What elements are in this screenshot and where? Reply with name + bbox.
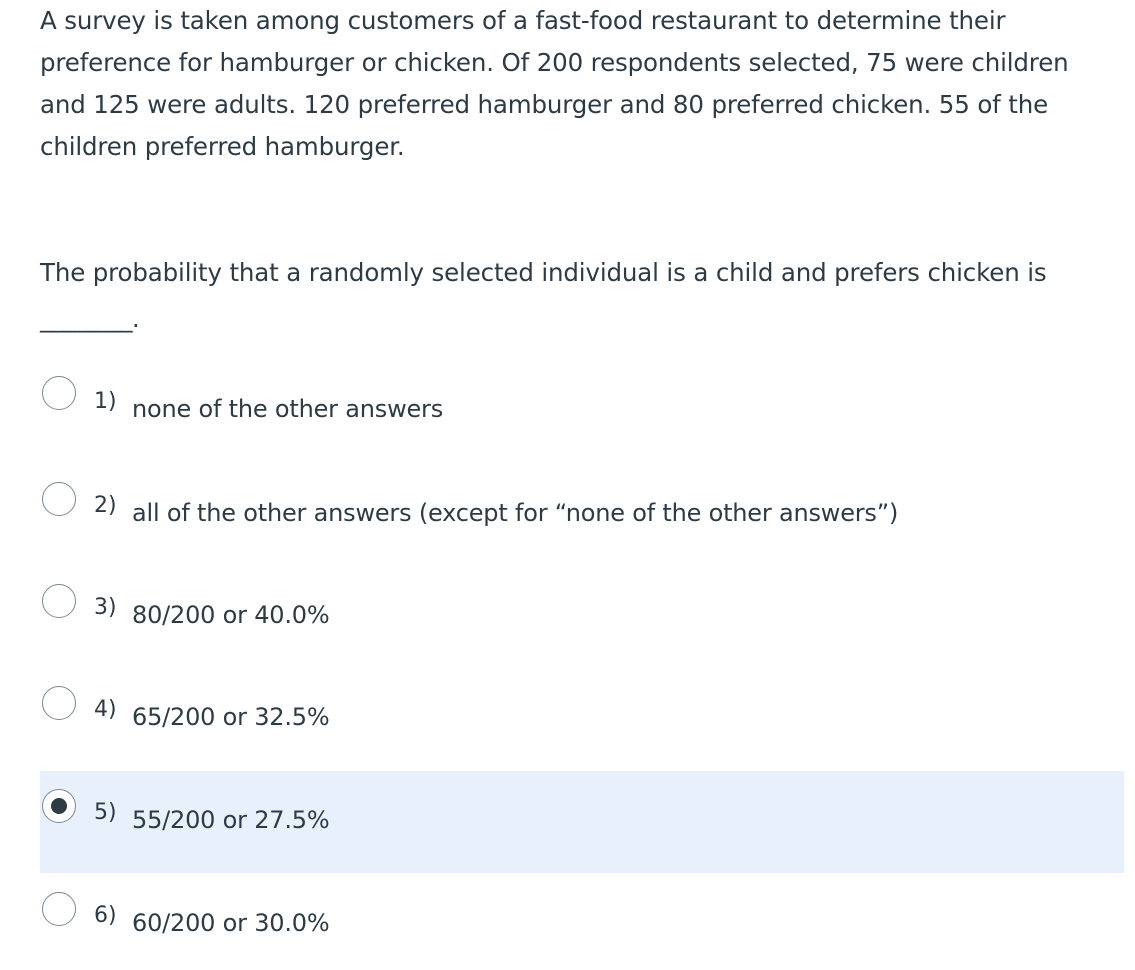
answer-number: 3) [94,595,117,620]
answer-label[interactable]: none of the other answers [132,395,444,423]
answer-number: 2) [94,493,117,518]
answer-option-1[interactable] [40,358,1124,460]
radio-button-6[interactable] [42,892,76,926]
radio-button-1[interactable] [42,376,76,410]
answer-number: 6) [94,903,117,928]
radio-selected-dot [51,798,67,814]
answer-number: 1) [94,389,117,414]
answer-number: 4) [94,697,117,722]
stem-line: A survey is taken among customers of a fast-food restaurant to determine their [40,6,1006,35]
answer-option-5[interactable] [40,771,1124,873]
radio-button-3[interactable] [42,584,76,618]
answer-option-4[interactable] [40,664,1124,766]
answer-label[interactable]: 80/200 or 40.0% [132,601,330,629]
radio-button-5[interactable] [42,789,76,823]
question-prompt-text: The probability that a randomly selected individual is a child and prefers chicken is [40,258,1047,287]
answer-label[interactable]: 55/200 or 27.5% [132,806,330,834]
answer-blank: ________. [40,305,140,333]
answer-label[interactable]: 60/200 or 30.0% [132,909,330,937]
radio-button-2[interactable] [42,482,76,516]
answer-option-3[interactable] [40,562,1124,664]
answer-label[interactable]: all of the other answers (except for “none of the other answers”) [132,499,899,527]
radio-button-4[interactable] [42,686,76,720]
stem-line: children preferred hamburger. [40,132,405,161]
answer-option-2[interactable] [40,460,1124,562]
answer-number: 5) [94,800,117,825]
stem-line: preference for hamburger or chicken. Of 200 respondents selected, 75 were children [40,48,1069,77]
stem-line: and 125 were adults. 120 preferred hamburger and 80 preferred chicken. 55 of the [40,90,1049,119]
answer-option-6[interactable] [40,868,1124,970]
answer-label[interactable]: 65/200 or 32.5% [132,703,330,731]
